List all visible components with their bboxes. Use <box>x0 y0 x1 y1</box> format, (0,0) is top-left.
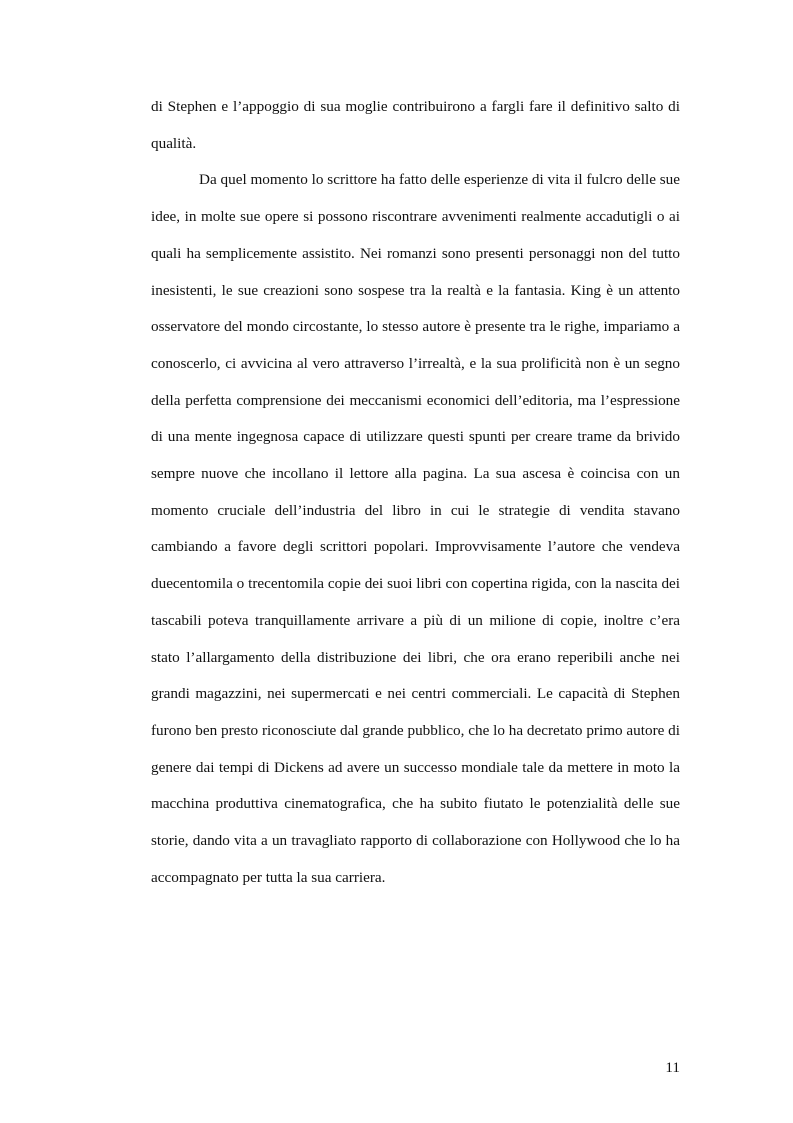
body-text <box>151 89 680 896</box>
page-number: 11 <box>665 1059 680 1076</box>
paragraph-continuation: di Stephen e l’appoggio di sua moglie contribuirono a fargli fare il definitivo salto di qualità. <box>151 98 680 152</box>
paragraph-main: Da quel momento lo scrittore ha fatto delle esperienze di vita il fulcro delle sue idee, in molte sue opere si possono riscontrare avvenimenti realmente accadutigli o ai quali ha semplicemente assistito. Nei romanzi sono presenti personaggi non del tutto inesistenti, le sue creazioni sono sospese tra la realtà e la fantasia. King è un attento osservatore del mondo circostante, lo stesso autore è presente tra le righe, impariamo a conoscerlo, ci avvicina al vero attraverso l’irrealtà, e la sua prolificità non è un segno della perfetta comprensione dei meccanismi economici dell’editoria, ma l’espressione di una mente ingegnosa capace di utilizzare questi spunti per creare trame da brivido sempre nuove che incollano il lettore alla pagina. La sua ascesa è coincisa con un momento cruciale dell’industria del libro in cui le strategie di vendita stavano cambiando a favore degli scrittori popolari. Improvvisamente l’autore che vendeva duecentomila o trecentomila copie dei suoi libri con copertina rigida, con la nascita dei tascabili poteva tranquillamente arrivare a più di un milione di copie, inoltre c’era stato l’allargamento della distribuzione dei libri, che ora erano reperibili anche nei grandi magazzini, nei supermercati e nei centri commerciali. Le capacità di Stephen furono ben presto riconosciute dal grande pubblico, che lo ha decretato primo autore di genere dai tempi di Dickens ad avere un successo mondiale tale da mettere in moto la macchina produttiva cinematografica, che ha subito fiutato le potenzialità delle sue storie, dando vita a un travagliato rapporto di collaborazione con Hollywood che lo ha accompagnato per tutta la sua carriera. <box>151 171 680 886</box>
